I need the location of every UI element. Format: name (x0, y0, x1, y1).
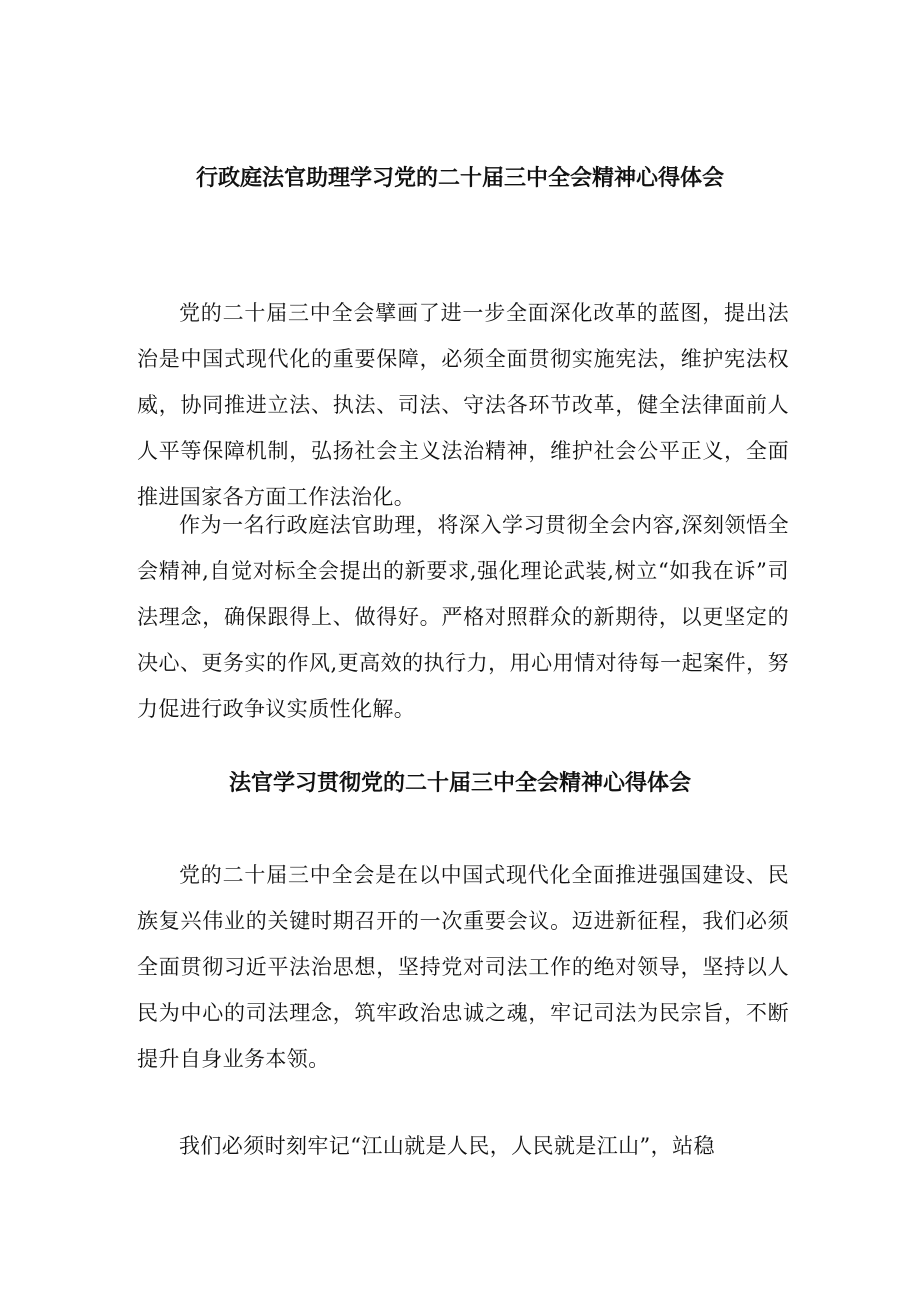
section1-paragraph-2: 作为一名行政庭法官助理，将深入学习贯彻全会内容,深刻领悟全会精神,自觉对标全会提出的新要求,强化理论武装,树立“如我在诉”司法理念，确保跟得上、做得好。严格对照群众的新期待，以更坚定的决心、更务实的作风,更高效的执行力，用心用情对待每一起案件，努力促进行政争议实质性化解。 (137, 513, 789, 721)
section2-paragraph-2: 我们必须时刻牢记“江山就是人民，人民就是江山”，站稳 (179, 1134, 715, 1158)
section2-paragraph-1: 党的二十届三中全会是在以中国式现代化全面推进强国建设、民族复兴伟业的关键时期召开的一次重要会议。迈进新征程，我们必须全面贯彻习近平法治思想，坚持党对司法工作的绝对领导，坚持以人民为中心的司法理念，筑牢政治忠诚之魂，牢记司法为民宗旨，不断提升自身业务本领。 (137, 863, 789, 1071)
section2-title: 法官学习贯彻党的二十届三中全会精神心得体会 (228, 771, 691, 796)
section1-paragraph-1: 党的二十届三中全会擘画了进一步全面深化改革的蓝图，提出法治是中国式现代化的重要保障，必须全面贯彻实施宪法，维护宪法权威，协同推进立法、执法、司法、守法各环节改革，健全法律面前人人平等保障机制，弘扬社会主义法治精神，维护社会公平正义，全面推进国家各方面工作法治化。 (137, 301, 789, 509)
section1-title: 行政庭法官助理学习党的二十届三中全会精神心得体会 (195, 166, 724, 191)
